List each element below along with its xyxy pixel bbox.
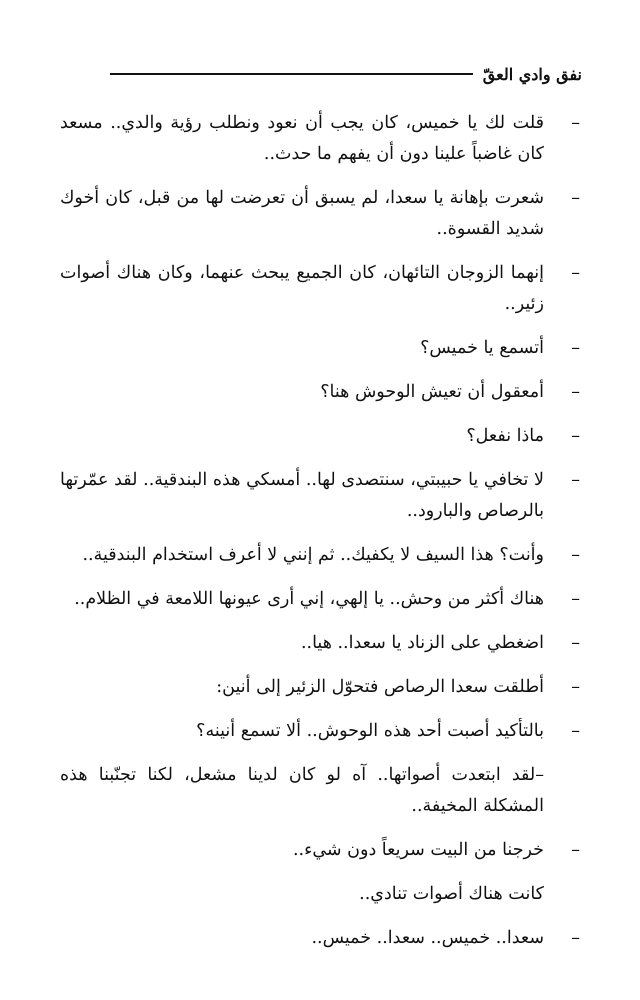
dialogue-dash: –: [571, 589, 580, 609]
paragraph-text: أتسمع يا خميس؟: [420, 338, 544, 358]
dialogue-paragraph: [60, 584, 582, 615]
dialogue-paragraph: [60, 835, 582, 866]
dialogue-dash: –: [571, 840, 580, 860]
paragraph-text: خرجنا من البيت سريعاً دون شيء..: [292, 840, 544, 860]
dialogue-paragraph: [60, 108, 582, 170]
dialogue-dash: –: [571, 721, 580, 741]
paragraph-text: سعدا.. خميس.. سعدا.. خميس..: [311, 928, 544, 948]
dialogue-paragraph: [60, 628, 582, 659]
dialogue-dash: –: [571, 928, 580, 948]
paragraph-text: لا تخافي يا حبيبتي، سنتصدى لها.. أمسكي هذه البندقية.. لقد عمّرتها بالرصاص والبارود..: [60, 470, 544, 521]
dialogue-paragraph: [60, 672, 582, 703]
paragraph-text: قلت لك يا خميس، كان يجب أن نعود ونطلب رؤية والدي.. مسعد كان غاضباً علينا دون أن يفهم ما حدث..: [60, 113, 544, 164]
dialogue-dash: –: [571, 677, 580, 697]
paragraph-text: ماذا نفعل؟: [466, 426, 544, 446]
paragraph-text: أمعقول أن تعيش الوحوش هنا؟: [320, 382, 544, 402]
paragraph-text: وأنت؟ هذا السيف لا يكفيك.. ثم إنني لا أعرف استخدام البندقية..: [82, 545, 544, 565]
header-rule: [110, 73, 473, 75]
dialogue-paragraph: [60, 183, 582, 245]
dialogue-dash: –: [571, 113, 580, 133]
dialogue-paragraph: [60, 377, 582, 408]
running-header: [58, 62, 582, 86]
dialogue-paragraph: [60, 760, 582, 822]
dialogue-dash: –: [571, 188, 580, 208]
dialogue-dash: –: [571, 382, 580, 402]
dialogue-paragraph: [60, 465, 582, 527]
dialogue-dash: –: [571, 338, 580, 358]
narration-paragraph: [60, 879, 582, 910]
dialogue-dash: –: [571, 426, 580, 446]
paragraph-text: أطلقت سعدا الرصاص فتحوّل الزئير إلى أنين:: [216, 677, 544, 697]
paragraph-text: إنهما الزوجان التائهان، كان الجميع يبحث عنهما، وكان هناك أصوات زئير..: [60, 263, 544, 314]
paragraph-text: بالتأكيد أصبت أحد هذه الوحوش.. ألا تسمع أنينه؟: [196, 721, 544, 741]
dialogue-paragraph: [60, 540, 582, 571]
dialogue-paragraph: [60, 333, 582, 364]
dialogue-paragraph: [60, 716, 582, 747]
paragraph-text: هناك أكثر من وحش.. يا إلهي، إني أرى عيونها اللامعة في الظلام..: [74, 589, 544, 609]
dialogue-dash: –: [571, 545, 580, 565]
dialogue-dash: –: [571, 633, 580, 653]
chapter-title: نفق وادي العقّ: [482, 64, 582, 84]
paragraph-text: –لقد ابتعدت أصواتها.. آه لو كان لدينا مشعل، لكنا تجنّبنا هذه المشكلة المخيفة..: [60, 765, 544, 816]
paragraph-text: كانت هناك أصوات تنادي..: [359, 884, 544, 904]
page-body: [60, 108, 582, 967]
dialogue-paragraph: [60, 258, 582, 320]
dialogue-paragraph: [60, 421, 582, 452]
dialogue-paragraph: [60, 923, 582, 954]
dialogue-dash: –: [571, 263, 580, 283]
dialogue-dash: –: [571, 470, 580, 490]
paragraph-text: شعرت بإهانة يا سعدا، لم يسبق أن تعرضت لها من قبل، كان أخوك شديد القسوة..: [60, 188, 544, 239]
paragraph-text: اضغطي على الزناد يا سعدا.. هيا..: [300, 633, 544, 653]
